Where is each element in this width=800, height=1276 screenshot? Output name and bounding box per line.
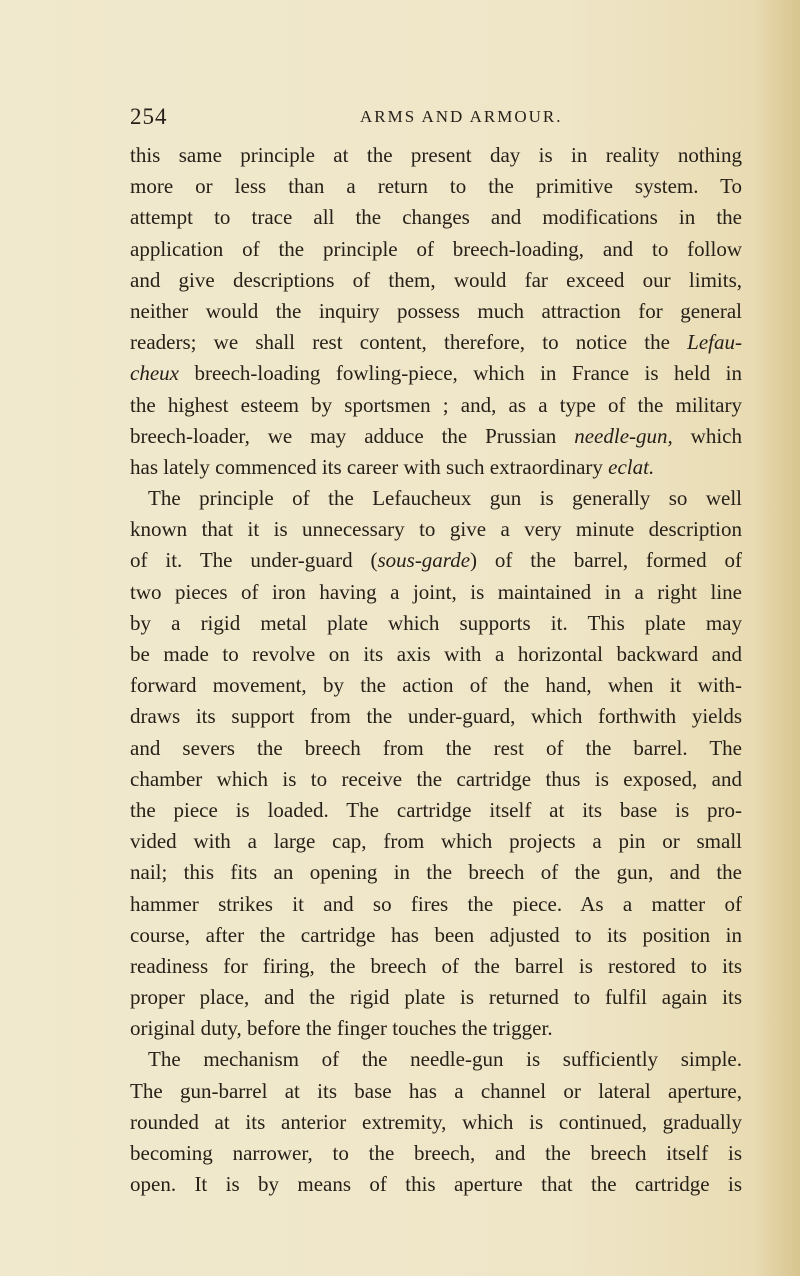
text-segment: The principle of the Lefaucheux gun is generally so well — [148, 486, 742, 511]
text-line — [130, 889, 742, 920]
text-line — [130, 826, 742, 857]
text-line — [130, 639, 742, 670]
text-segment: forward movement, by the action of the hand, when it with- — [130, 673, 742, 698]
text-line — [130, 1013, 742, 1044]
text-segment: of it. The under-guard ( — [130, 548, 378, 573]
text-segment: vided with a large cap, from which projects a pin or small — [130, 829, 742, 854]
text-line — [130, 452, 742, 483]
text-line — [130, 764, 742, 795]
text-line — [130, 1107, 742, 1138]
text-line — [130, 483, 742, 514]
text-segment: and severs the breech from the rest of the barrel. The — [130, 735, 742, 760]
text-segment: draws its support from the under-guard, which forthwith yields — [130, 704, 742, 729]
text-line — [130, 670, 742, 701]
running-title: ARMS AND ARMOUR. — [360, 107, 563, 126]
text-segment: application of the principle of breech-loading, and to follow — [130, 236, 742, 261]
text-line — [130, 857, 742, 888]
text-line — [130, 390, 742, 421]
text-line — [130, 1169, 742, 1200]
text-segment: which — [672, 423, 742, 448]
text-segment: by a rigid metal plate which supports it. This plate may — [130, 610, 742, 635]
text-segment: nail; this fits an opening in the breech of the gun, and the — [130, 860, 742, 885]
text-segment: the piece is loaded. The cartridge itself at its base is pro- — [130, 797, 742, 822]
text-segment: known that it is unnecessary to give a very minute description — [130, 517, 742, 542]
italic-text: Lefau- — [687, 330, 742, 355]
text-segment: two pieces of iron having a joint, is maintained in a right line — [130, 579, 742, 604]
text-line — [130, 265, 742, 296]
italic-text: eclat. — [608, 454, 655, 479]
text-line — [130, 171, 742, 202]
text-segment: and give descriptions of them, would far exceed our limits, — [130, 267, 742, 292]
text-line — [130, 920, 742, 951]
text-segment: The mechanism of the needle-gun is sufficiently simple. — [148, 1047, 742, 1072]
text-segment: course, after the cartridge has been adjusted to its position in — [130, 922, 742, 947]
text-line — [130, 514, 742, 545]
text-line — [130, 327, 742, 358]
text-line — [130, 1138, 742, 1169]
text-segment: rounded at its anterior extremity, which is continued, gradually — [130, 1109, 742, 1134]
text-line — [130, 1076, 742, 1107]
text-segment: more or less than a return to the primitive system. To — [130, 174, 742, 199]
text-segment: breech-loading fowling-piece, which in France is held in — [178, 361, 742, 386]
text-segment: ) of the barrel, formed of — [470, 548, 742, 573]
text-line — [130, 202, 742, 233]
page-number: 254 — [130, 104, 168, 129]
text-line — [130, 577, 742, 608]
text-line — [130, 140, 742, 171]
text-segment: open. It is by means of this aperture that the cartridge is — [130, 1172, 742, 1197]
text-segment: chamber which is to receive the cartridge thus is exposed, and — [130, 766, 742, 791]
text-segment: becoming narrower, to the breech, and the breech itself is — [130, 1141, 742, 1165]
italic-text: needle-gun, — [574, 423, 673, 448]
text-segment: has lately commenced its career with such extraordinary — [130, 454, 609, 479]
text-line — [130, 1044, 742, 1075]
text-segment: original duty, before the finger touches the trigger. — [130, 1016, 553, 1041]
text-segment: The gun-barrel at its base has a channel or lateral aperture, — [130, 1078, 742, 1103]
page-header — [130, 104, 740, 134]
italic-text: sous-garde — [377, 548, 471, 573]
text-segment: readiness for firing, the breech of the barrel is restored to its — [130, 953, 742, 978]
text-line — [130, 982, 742, 1013]
text-line — [130, 234, 742, 265]
text-segment: hammer strikes it and so fires the piece. As a matter of — [130, 891, 742, 916]
text-segment: neither would the inquiry possess much attraction for general — [130, 298, 742, 323]
text-line — [130, 701, 742, 732]
text-segment: proper place, and the rigid plate is returned to fulfil again its — [130, 985, 742, 1010]
text-line — [130, 421, 742, 452]
text-segment: this same principle at the present day is in reality nothing — [130, 143, 742, 167]
italic-text: cheux — [130, 361, 179, 386]
text-segment: attempt to trace all the changes and modifications in the — [130, 205, 742, 230]
text-line — [130, 795, 742, 826]
text-line — [130, 733, 742, 764]
text-line — [130, 296, 742, 327]
text-line — [130, 358, 742, 389]
text-line — [130, 608, 742, 639]
text-segment: be made to revolve on its axis with a horizontal backward and — [130, 642, 742, 666]
text-segment: the highest esteem by sportsmen ; and, as a type of the military — [130, 392, 742, 417]
body-text — [130, 140, 742, 1200]
text-line — [130, 951, 742, 982]
text-line — [130, 545, 742, 576]
text-segment: breech-loader, we may adduce the Prussian — [130, 423, 575, 448]
text-segment: readers; we shall rest content, therefore, to notice the — [130, 330, 688, 355]
